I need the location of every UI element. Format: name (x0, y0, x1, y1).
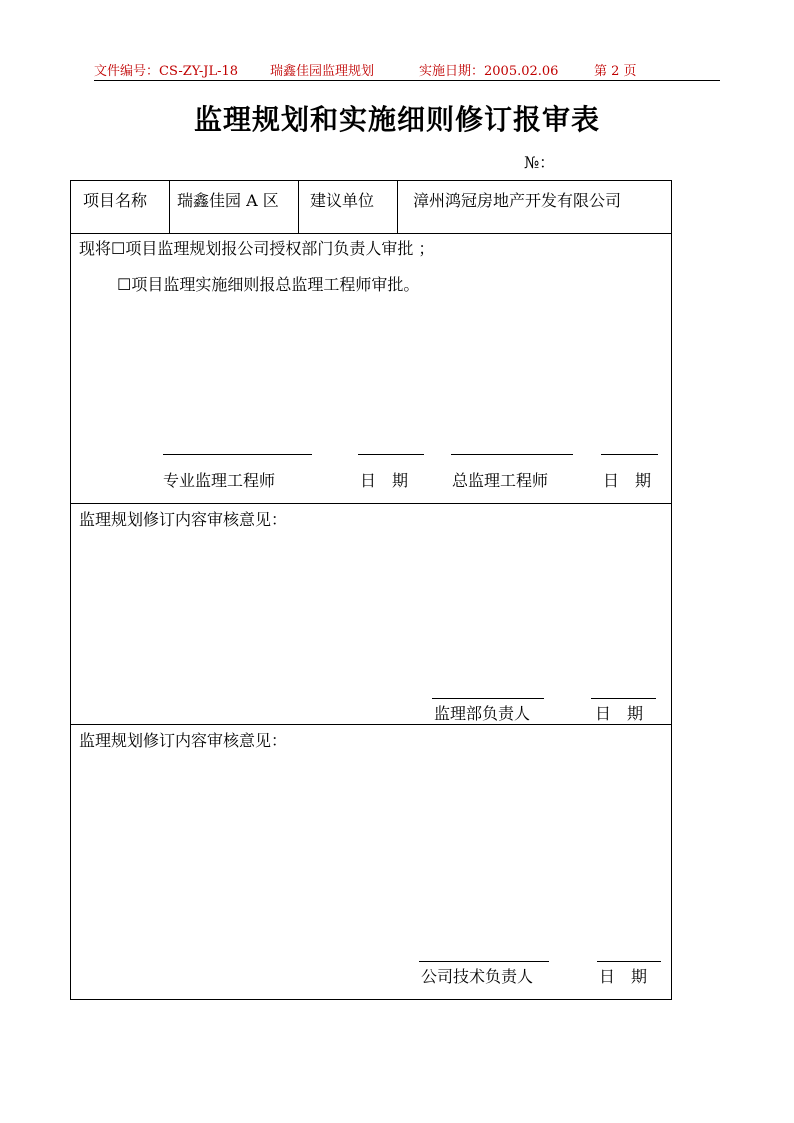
row-divider (71, 503, 671, 504)
engineer-signature-label: 专业监理工程师 (163, 471, 276, 490)
divider (298, 181, 299, 233)
proposer-value: 漳州鸿冠房地产开发有限公司 (413, 191, 622, 210)
chief-engineer-signature-label: 总监理工程师 (452, 471, 549, 490)
signature-line (358, 454, 424, 455)
page-title: 监理规划和实施细则修订报审表 (193, 103, 600, 136)
date-label: 日 期 (603, 471, 652, 490)
signature-line (597, 961, 661, 962)
page-number: 第 2 页 (594, 64, 637, 79)
signature-line (432, 698, 544, 699)
review-opinion-heading: 监理规划修订内容审核意见： (79, 731, 288, 750)
project-name-value: 瑞鑫佳园 A 区 (177, 191, 279, 210)
signature-line (601, 454, 658, 455)
divider (169, 181, 170, 233)
page-header (94, 58, 720, 81)
supervision-head-signature-label: 监理部负责人 (434, 704, 531, 723)
signature-line (419, 961, 549, 962)
row-divider (71, 233, 671, 234)
row-divider (71, 724, 671, 725)
review-opinion-heading: 监理规划修订内容审核意见： (79, 510, 288, 529)
signature-line (163, 454, 312, 455)
submission-line-2: ☐项目监理实施细则报总监理工程师审批。 (117, 275, 420, 294)
submission-line-1: 现将☐项目监理规划报公司授权部门负责人审批 ； (79, 239, 435, 258)
date-label: 日 期 (595, 704, 644, 723)
effective-date: 实施日期：2005.02.06 (419, 64, 559, 79)
divider (397, 181, 398, 233)
proposer-label: 建议单位 (310, 191, 375, 210)
project-doc-name: 瑞鑫佳园监理规划 (270, 64, 375, 79)
signature-line (451, 454, 573, 455)
doc-number: 文件编号：CS-ZY-JL-18 (94, 64, 239, 79)
signature-line (591, 698, 656, 699)
form-number-label: №： (524, 153, 556, 172)
date-label: 日 期 (360, 471, 409, 490)
technical-head-signature-label: 公司技术负责人 (421, 967, 534, 986)
date-label: 日 期 (599, 967, 648, 986)
review-form-table (70, 180, 672, 1000)
project-name-label: 项目名称 (83, 191, 148, 210)
